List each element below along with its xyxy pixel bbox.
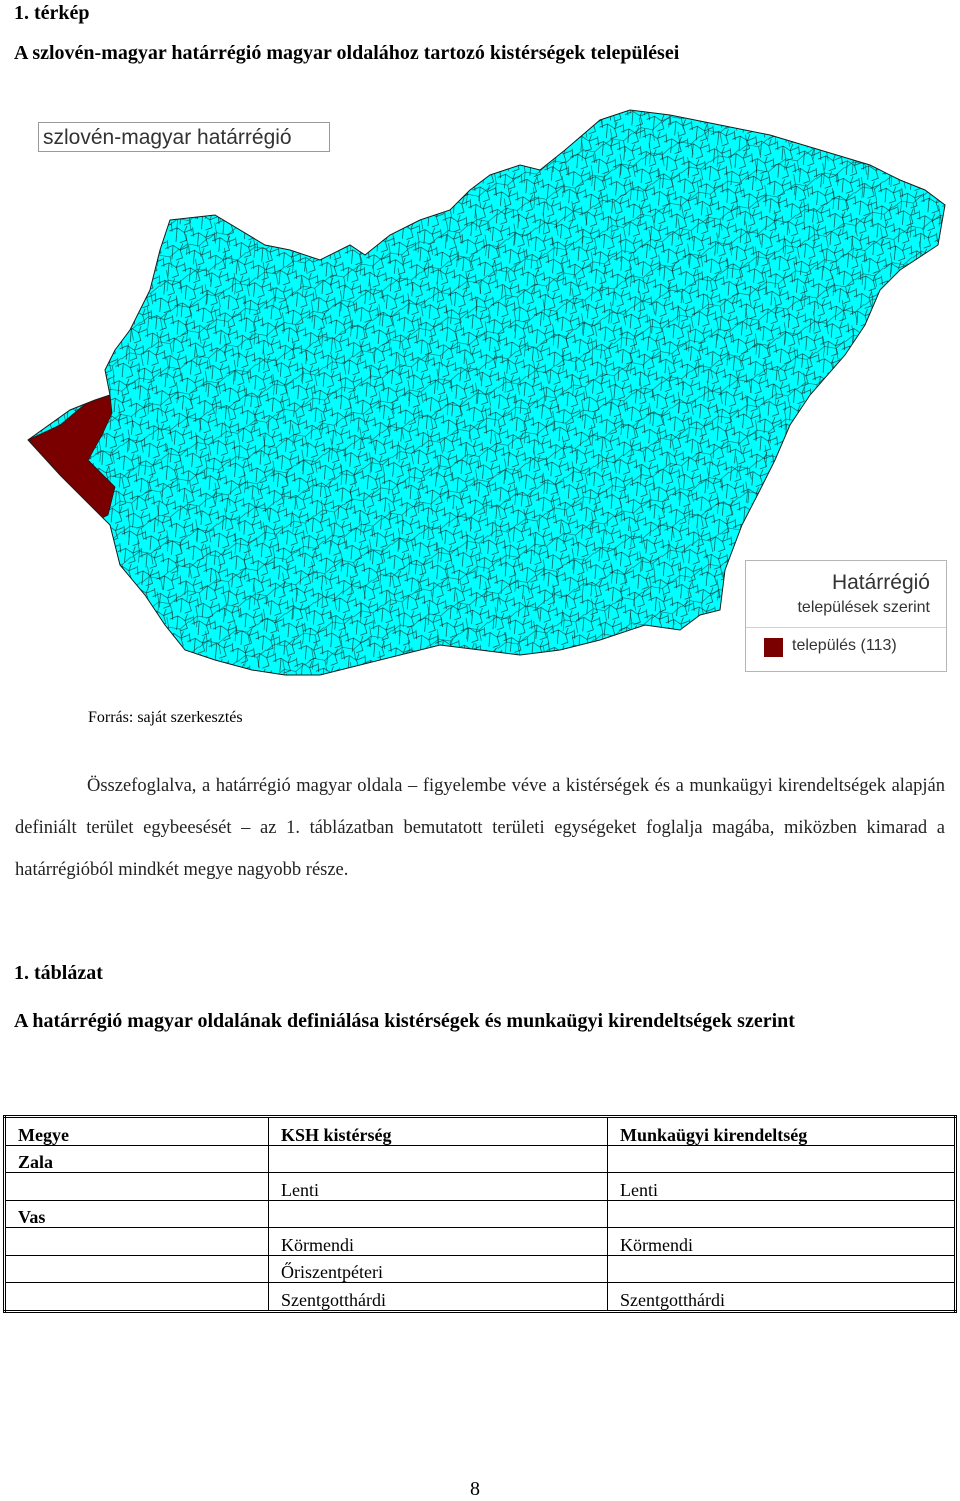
table-row <box>5 1200 956 1228</box>
table-caption-number: 1. táblázat <box>14 962 103 984</box>
body-paragraph: Összefoglalva, a határrégió magyar oldala – figyelembe véve a kistérségek és a munkaügyi kirendeltségek alapján definiált terület egybeesését – az 1. táblázatban bemutatott területi egységeket foglalja magába, miközben kimarad a határrégióból mindkét megye nagyobb része. <box>15 776 945 880</box>
cell-kisterseg: Körmendi <box>269 1228 608 1256</box>
map-caption-number: 1. térkép <box>14 2 90 24</box>
header-megye: Megye <box>5 1117 269 1146</box>
table-row <box>5 1255 956 1283</box>
cell-megye <box>5 1228 269 1256</box>
legend-subtitle: települések szerint <box>797 599 930 616</box>
legend-title: Határrégió <box>831 571 930 594</box>
cell-megye <box>5 1283 269 1312</box>
cell-kirendeltseg <box>608 1200 956 1228</box>
header-ksh-kisterseg: KSH kistérség <box>269 1117 608 1146</box>
cell-megye: Vas <box>5 1200 269 1228</box>
table-row <box>5 1145 956 1173</box>
table-header-row <box>5 1117 956 1146</box>
map-legend <box>745 560 947 672</box>
map-source: Forrás: saját szerkesztés <box>88 709 243 726</box>
page-number: 8 <box>470 1478 480 1500</box>
cell-kisterseg: Őriszentpéteri <box>269 1255 608 1283</box>
legend-item-count: (113) <box>860 637 897 654</box>
cell-kirendeltseg: Körmendi <box>608 1228 956 1256</box>
header-munkaugyi-kirendeltseg: Munkaügyi kirendeltség <box>608 1117 956 1146</box>
cell-kisterseg <box>269 1200 608 1228</box>
cell-kirendeltseg <box>608 1145 956 1173</box>
table-row <box>5 1283 956 1312</box>
cell-kirendeltseg <box>608 1255 956 1283</box>
map-caption-title: A szlovén-magyar határrégió magyar oldalához tartozó kistérségek települései <box>14 42 680 64</box>
legend-item <box>792 637 897 655</box>
cell-kisterseg: Lenti <box>269 1173 608 1201</box>
definition-table <box>3 1115 957 1313</box>
legend-item-label: település <box>792 637 857 654</box>
table-row <box>5 1173 956 1201</box>
map-title-box: szlovén-magyar határrégió <box>38 122 330 152</box>
table-row <box>5 1228 956 1256</box>
legend-divider <box>746 627 946 628</box>
table-caption-title: A határrégió magyar oldalának definiálása kistérségek és munkaügyi kirendeltségek szerint <box>14 1010 795 1032</box>
cell-kirendeltseg: Lenti <box>608 1173 956 1201</box>
cell-megye <box>5 1255 269 1283</box>
cell-megye: Zala <box>5 1145 269 1173</box>
cell-megye <box>5 1173 269 1201</box>
cell-kisterseg: Szentgotthárdi <box>269 1283 608 1312</box>
cell-kirendeltseg: Szentgotthárdi <box>608 1283 956 1312</box>
legend-swatch <box>764 638 783 657</box>
cell-kisterseg <box>269 1145 608 1173</box>
